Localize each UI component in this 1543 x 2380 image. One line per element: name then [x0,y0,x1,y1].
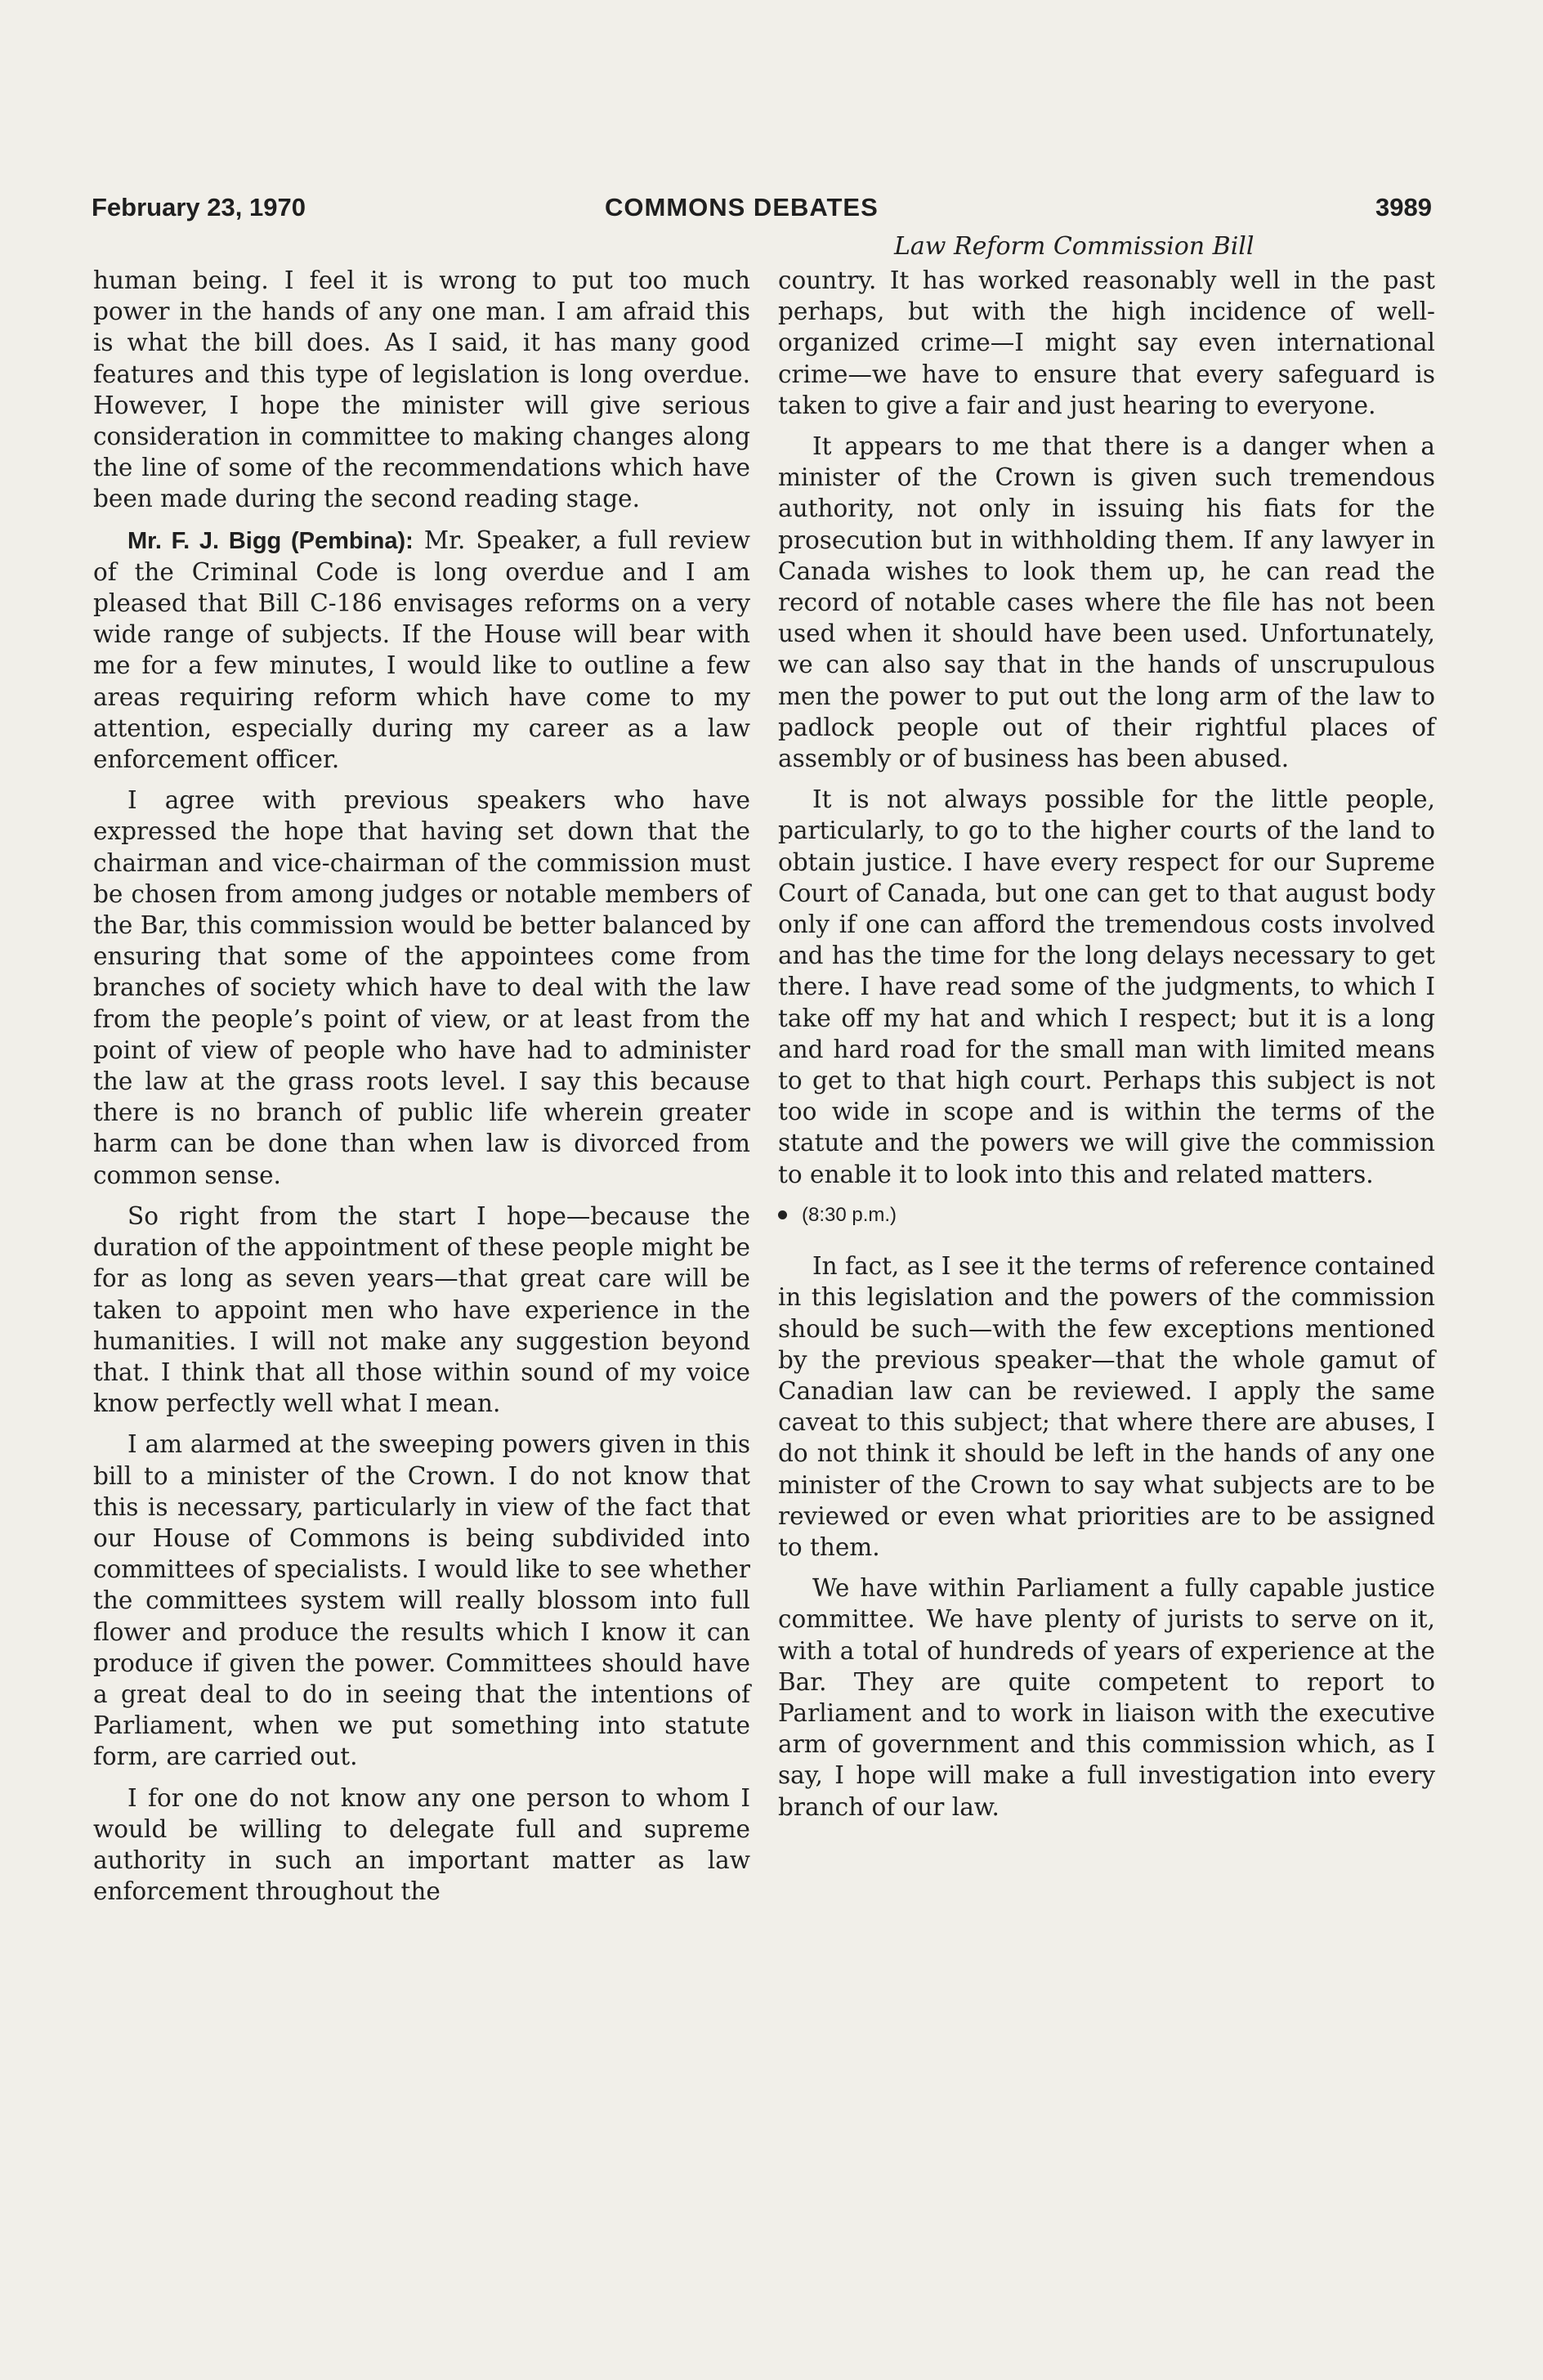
paragraph: So right from the start I hope—because the duration of the appointment of these people might be for as long as seven years—that great care will be taken to appoint men who have experience in the humanities. I will not make any suggestion beyond that. I think that all those within sound of my voice know perfectly well what I mean. [93,1201,750,1418]
speaker-name: Mr. F. J. Bigg (Pembina): [127,527,414,554]
paragraph: It is not always possible for the little people, particularly, to go to the higher courts of the land to obtain justice. I have every respect for our Supreme Court of Canada, but one can get to that august body only if one can afford the tremendous costs involved and has the time for the long delays necessary to get there. I have read some of the judgments, to which I take off my hat and which I respect; but it is a long and hard road for the small man with limited means to get to that high court. Perhaps this subject is not too wide in scope and is within the terms of the statute and the powers we will give the commission to enable it to look into this and related matters. [778,785,1435,1188]
right-column [778,265,1435,1832]
paragraph-text: Mr. Speaker, a full review of the Criminal Code is long overdue and I am pleased that Bill C-186 envisages reforms on a very wide range of subjects. If the House will bear with me for a few minutes, I would like to outline a few areas requiring reform which have come to my attention, especially during my career as a law enforcement officer. [93,526,750,774]
paragraph-speech [93,525,750,776]
header-date: February 23, 1970 [92,193,306,221]
paragraph: I am alarmed at the sweeping powers given in this bill to a minister of the Crown. I do not know that this is necessary, particularly in view of the fact that our House of Commons is being subdivided into committees of specialists. I would like to see whether the committees system will really blossom into full flower and produce the results which I know it can produce if given the power. Committees should have a great deal to do in seeing that the intentions of Parliament, when we put something into statute form, are carried out. [93,1430,750,1771]
paragraph: I agree with previous speakers who have expressed the hope that having set down that the chairman and vice-chairman of the commission must be chosen from among judges or notable members of the Bar, this commission would be better balanced by ensuring that some of the appointees come from branches of society which have to deal with the law from the people’s point of view, or at least from the point of view of people who have had to administer the law at the grass roots level. I say this because there is no branch of public life wherein greater harm can be done than when law is divorced from common sense. [93,786,750,1189]
paragraph: We have within Parliament a fully capable justice committee. We have plenty of jurists to serve on it, with a total of hundreds of years of experience at the Bar. They are quite competent to report to Parliament and to work in liaison with the executive arm of government and this commission which, as I say, I hope will make a full investigation into every branch of our law. [778,1574,1435,1821]
paragraph: I for one do not know any one person to whom I would be willing to delegate full and supreme authority in such an important matter as law enforcement throughout the [93,1783,750,1906]
page-number: 3989 [1375,193,1432,221]
header-title: COMMONS DEBATES [605,193,879,221]
time-stamp: (8:30 p.m.) [802,1203,897,1226]
paragraph: It appears to me that there is a danger when a minister of the Crown is given such tremendous authority, not only in issuing his fiats for the prosecution but in withholding them. If any lawyer in Canada wishes to look them up, he can read the record of notable cases where the file has not been used when it should have been used. Unfortunately, we can also say that in the hands of unscrupulous men the power to put out the long arm of the law to padlock people out of their rightful places of assembly or of business has been abused. [778,432,1435,773]
paragraph: human being. I feel it is wrong to put too much power in the hands of any one man. I am afraid this is what the bill does. As I said, it has many good features and this type of legislation is long overdue. However, I hope the minister will give serious consideration in committee to making changes along the line of some of the recommendations which have been made during the second reading stage. [93,266,750,513]
paragraph: country. It has worked reasonably well in the past perhaps, but with the high incidence of well-organized crime—I might say even international crime—we have to ensure that every safeguard is taken to give a fair and just hearing to everyone. [778,266,1435,419]
paragraph: In fact, as I see it the terms of reference contained in this legislation and the powers of the commission should be such—with the few exceptions mentioned by the previous speaker—that the whole gamut of Canadian law can be reviewed. I apply the same caveat to this subject; that where there are abuses, I do not think it should be left in the hands of any one minister of the Crown to say what subjects are to be reviewed or even what priorities are to be assigned to them. [778,1252,1435,1561]
running-head [92,193,1432,226]
left-column [93,265,750,1917]
time-marker [778,1200,1435,1231]
bullet-icon [778,1210,787,1219]
bill-subject: Law Reform Commission Bill [894,232,1255,261]
